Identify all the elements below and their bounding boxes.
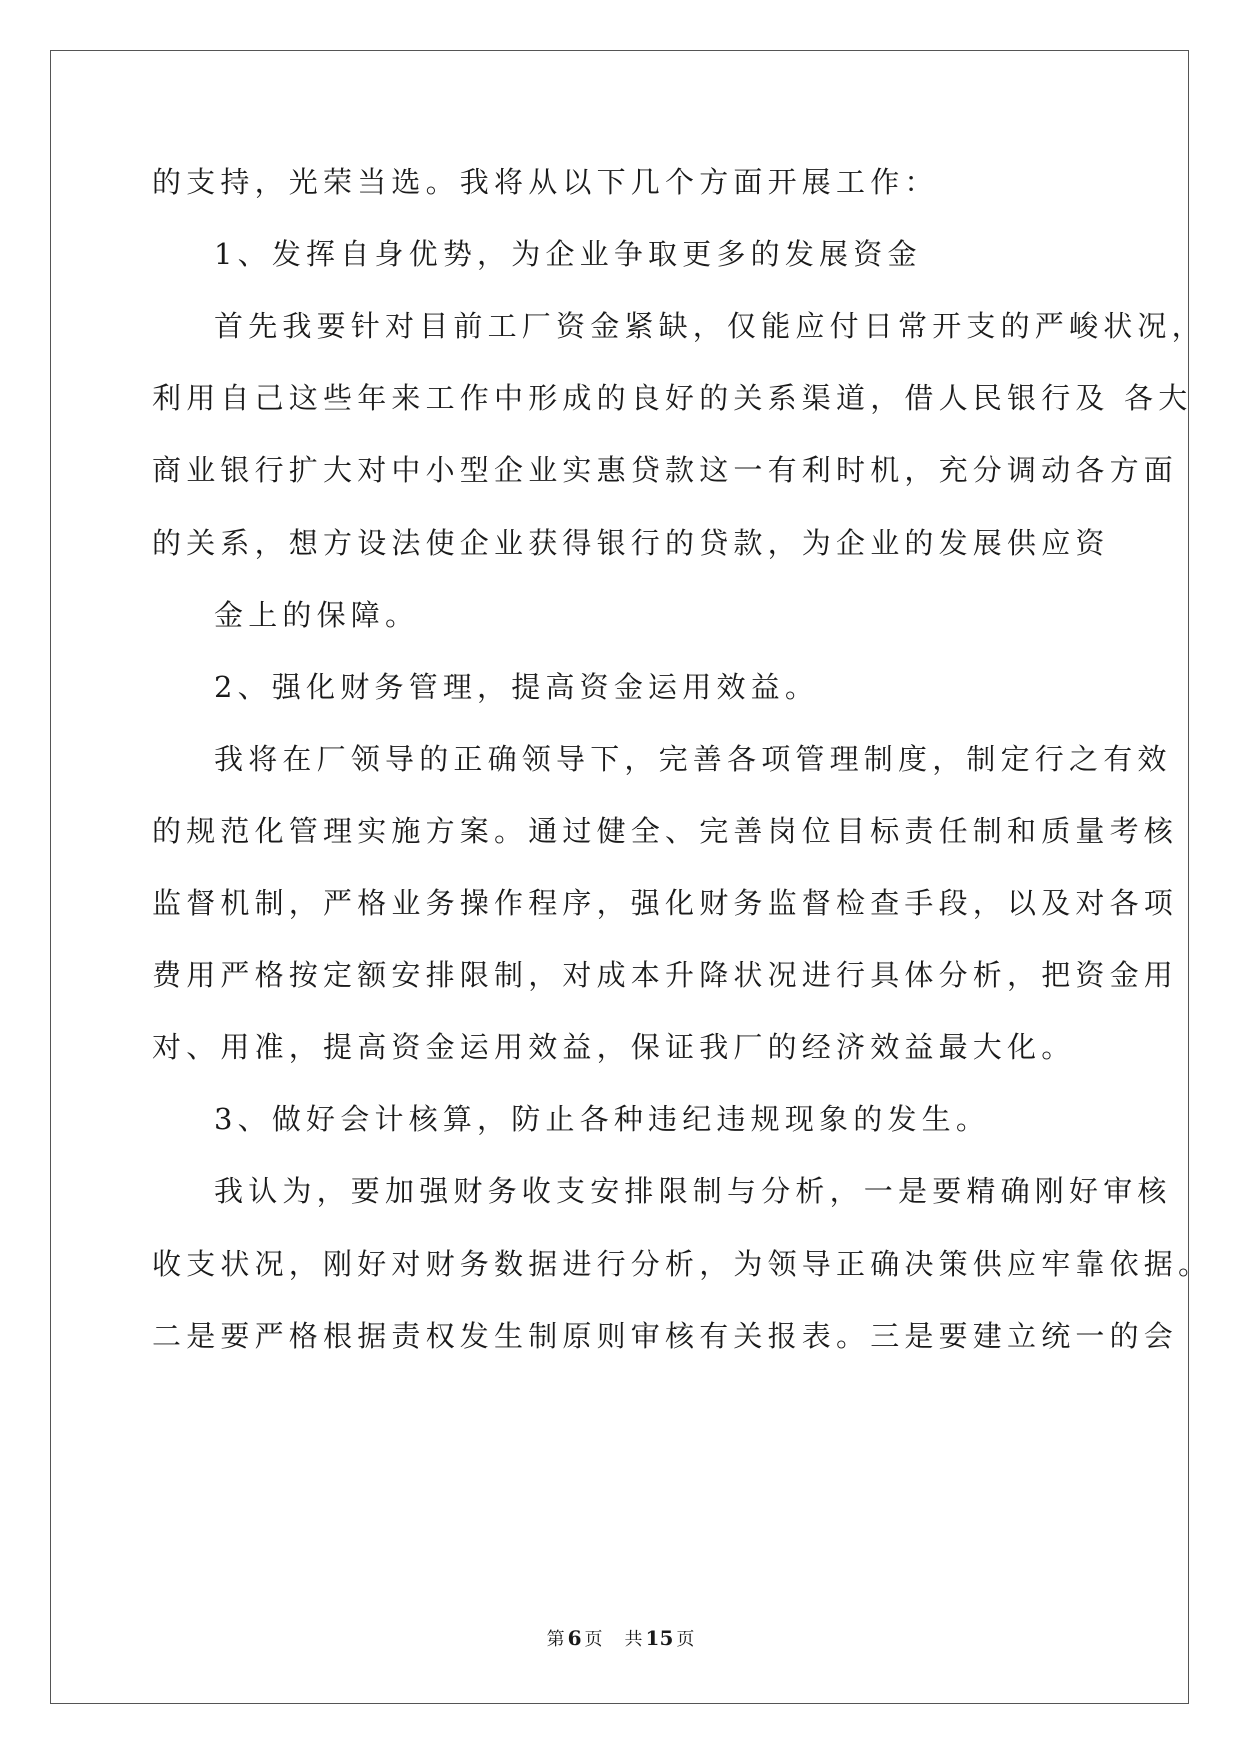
- text-line: 的规范化管理实施方案。通过健全、完善岗位目标责任制和质量考核: [152, 813, 1179, 848]
- text-line: 金上的保障。: [214, 597, 420, 632]
- text-line: 费用严格按定额安排限制，对成本升降状况进行具体分析，把资金用: [152, 958, 1179, 993]
- total-pages: 15: [645, 1626, 674, 1650]
- text-line: 我将在厂领导的正确领导下，完善各项管理制度，制定行之有效: [214, 741, 1172, 776]
- page-number: 6: [567, 1626, 582, 1650]
- text-line: 利用自己这些年来工作中形成的良好的关系渠道，借人民银行及 各大: [152, 381, 1193, 416]
- text-line: 收支状况，刚好对财务数据进行分析，为领导正确决策供应牢靠依据。: [152, 1246, 1213, 1281]
- page-footer: [0, 1626, 1241, 1652]
- text-line: 对、用准，提高资金运用效益，保证我厂的经济效益最大化。: [152, 1030, 1076, 1065]
- page-suffix: 页: [584, 1629, 603, 1650]
- text-line: 的关系，想方设法使企业获得银行的贷款，为企业的发展供应资: [152, 525, 1110, 560]
- text-line: 3、做好会计核算，防止各种违纪违规现象的发生。: [214, 1102, 991, 1137]
- text-line: 1、发挥自身优势，为企业争取更多的发展资金: [214, 237, 922, 272]
- text-line: 首先我要针对目前工厂资金紧缺，仅能应付日常开支的严峻状况，: [214, 309, 1206, 344]
- page-prefix: 第: [546, 1629, 565, 1650]
- page-border: [50, 50, 1189, 1704]
- text-line: 商业银行扩大对中小型企业实惠贷款这一有利时机，充分调动各方面: [152, 453, 1179, 488]
- text-line: 的支持，光荣当选。我将从以下几个方面开展工作：: [152, 165, 939, 199]
- text-line: 二是要严格根据责权发生制原则审核有关报表。三是要建立统一的会: [152, 1318, 1179, 1353]
- text-line: 2、强化财务管理，提高资金运用效益。: [214, 669, 820, 704]
- text-line: 我认为，要加强财务收支安排限制与分析，一是要精确刚好审核: [214, 1174, 1172, 1209]
- total-suffix: 页: [676, 1629, 695, 1650]
- total-prefix: 共: [624, 1629, 643, 1650]
- text-line: 监督机制，严格业务操作程序，强化财务监督检查手段，以及对各项: [152, 886, 1179, 920]
